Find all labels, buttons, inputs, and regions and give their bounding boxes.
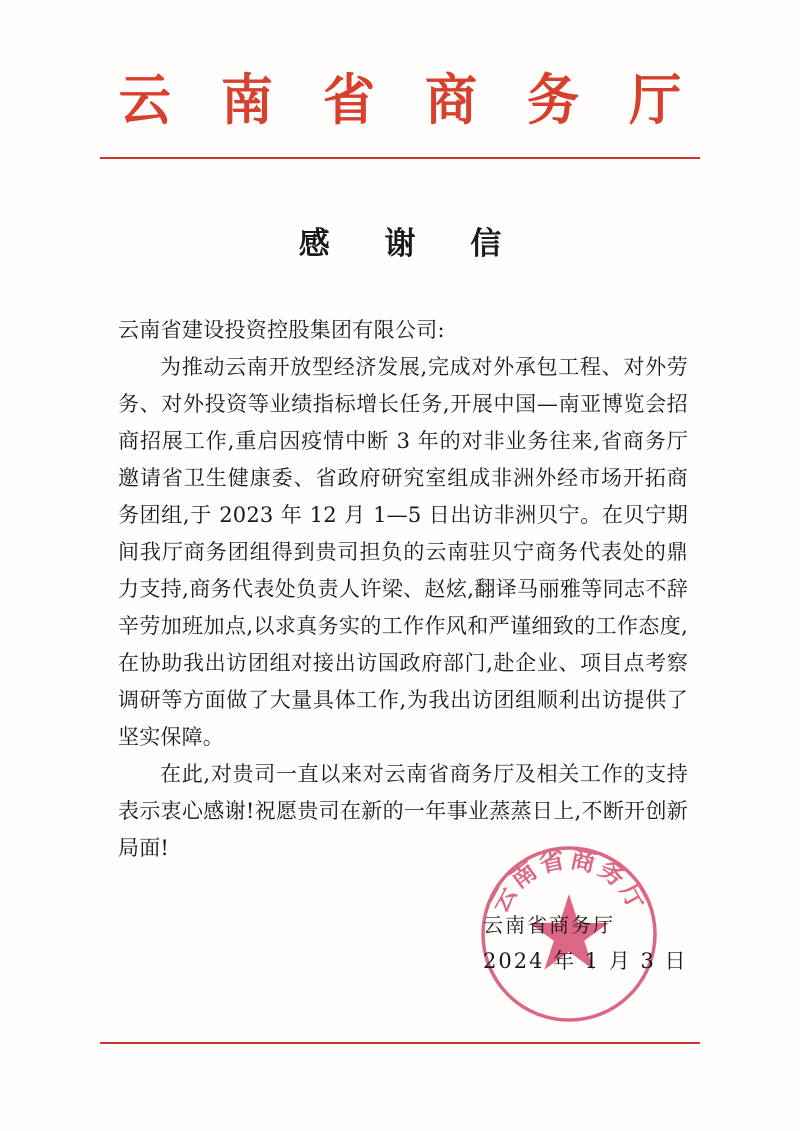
signature-date: 2024 年 1 月 3 日 xyxy=(483,949,688,973)
body-paragraph-2: 在此,对贵司一直以来对云南省商务厅及相关工作的支持表示衷心感谢!祝愿贵司在新的一年事业蒸蒸日上,不断开创新局面! xyxy=(118,762,688,860)
seal-arc-label: 云南省商务厅 xyxy=(484,844,654,918)
letterhead-organization: 云 南 省 商 务 厅 xyxy=(118,68,698,133)
signature-block xyxy=(483,908,713,979)
page-title: 感 谢 信 xyxy=(298,226,524,262)
letter-body xyxy=(118,312,688,867)
body-paragraph-1: 为推动云南开放型经济发展,完成对外承包工程、对外劳务、对外投资等业绩指标增长任务,开展中国—南亚博览会招商招展工作,重启因疫情中断 3 年的对非业务往来,省商务厅邀请省卫生健康委、省政府研究室组成非洲外经市场开拓商务团组,于 2023 年 12 月 1—5 日出访非洲贝宁。在贝宁期间我厅商务团组得到贵司担负的云南驻贝宁商务代表处的鼎力支持,商务代表处负责人许梁、赵炫,翻译马丽雅等同志不辞辛劳加班加点,以求真务实的工作作风和严谨细致的工作态度,在协助我出访团组对接出访国政府部门,赴企业、项目点考察调研等方面做了大量具体工作,为我出访团组顺利出访提供了坚实保障。 xyxy=(118,355,688,749)
signature-organization: 云南省商务厅 xyxy=(483,913,615,937)
letterhead xyxy=(0,68,800,133)
addressee-line: 云南省建设投资控股集团有限公司: xyxy=(118,318,445,342)
header-divider-rule xyxy=(100,157,700,159)
footer-divider-rule xyxy=(100,1042,700,1044)
